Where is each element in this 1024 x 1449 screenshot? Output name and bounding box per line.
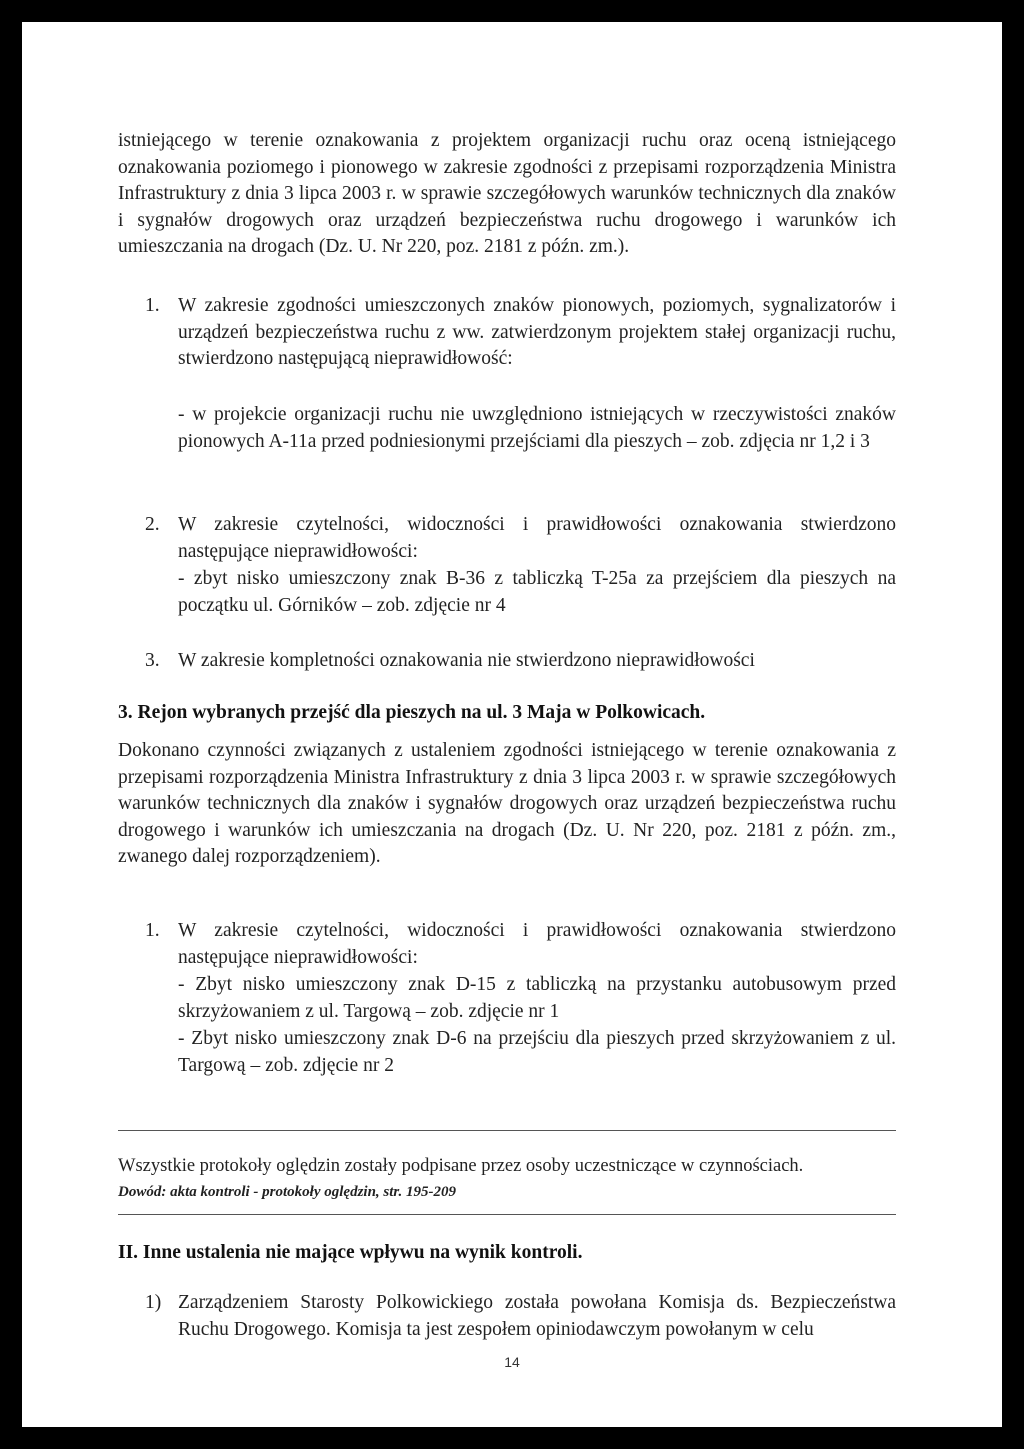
item-1-detail: - w projekcie organizacji ruchu nie uwzględniono istniejących w rzeczywistości znaków pionowych A-11a przed podniesionymi przejściami dla pieszych – zob. zdjęcia nr 1,2 i 3 [178, 404, 896, 452]
section-3-item-1-detail-a: - Zbyt nisko umieszczony znak D-15 z tabliczką na przystanku autobusowym przed skrzyżowaniem z ul. Targową – zob. zdjęcie nr 1 [178, 974, 896, 1022]
section-3-paragraph: Dokonano czynności związanych z ustaleniem zgodności istniejącego w terenie oznakowania z przepisami rozporządzenia Ministra Infrastruktury z dnia 3 lipca 2003 r. w sprawie szczegółowych warunków technicznych dla znaków i sygnałów drogowych oraz urządzeń bezpieczeństwa ruchu drogowego i warunków ich umieszczania na drogach (Dz. U. Nr 220, poz. 2181 z późn. zm., zwanego dalej rozporządzeniem). [118, 740, 896, 867]
item-2-detail: - zbyt nisko umieszczony znak B-36 z tabliczką T-25a za przejściem dla pieszych na początku ul. Górników – zob. zdjęcie nr 4 [178, 568, 896, 616]
intro-paragraph: istniejącego w terenie oznakowania z projektem organizacji ruchu oraz oceną istniejącego oznakowania poziomego i pionowego w zakresie zgodności z przepisami rozporządzenia Ministra Infrastruktury z dnia 3 lipca 2003 r. w sprawie szczegółowych warunków technicznych dla znaków i sygnałów drogowych oraz urządzeń bezpieczeństwa ruchu drogowego i warunków ich umieszczania na drogach (Dz. U. Nr 220, poz. 2181 z późn. zm.). [118, 130, 896, 257]
section-3-item-1-number: 1. [145, 920, 160, 941]
item-3-text: W zakresie kompletności oznakowania nie stwierdzono nieprawidłowości [178, 650, 755, 671]
section-3-item-1-detail-b: - Zbyt nisko umieszczony znak D-6 na przejściu dla pieszych przed skrzyżowaniem z ul. Targową – zob. zdjęcie nr 2 [178, 1028, 896, 1076]
item-2-number: 2. [145, 514, 160, 535]
protocols-note: Wszystkie protokoły oględzin zostały podpisane przez osoby uczestniczące w czynnościach. [118, 1156, 804, 1176]
divider-bottom [118, 1214, 896, 1215]
section-ii-item-1-text: Zarządzeniem Starosty Polkowickiego została powołana Komisja ds. Bezpieczeństwa Ruchu Drogowego. Komisja ta jest zespołem opiniodawczym powołanym w celu [178, 1292, 896, 1340]
divider-top [118, 1130, 896, 1131]
page-number: 14 [504, 1354, 520, 1370]
item-1-text: W zakresie zgodności umieszczonych znaków pionowych, poziomych, sygnalizatorów i urządzeń bezpieczeństwa ruchu z ww. zatwierdzonym projektem stałej organizacji ruchu, stwierdzono następującą nieprawidłowość: [178, 295, 896, 369]
evidence-reference: Dowód: akta kontroli - protokoły oględzin, str. 195-209 [118, 1184, 456, 1200]
section-3-item-1-text: W zakresie czytelności, widoczności i prawidłowości oznakowania stwierdzono następujące nieprawidłowości: [178, 920, 896, 968]
section-3-heading: 3. Rejon wybranych przejść dla pieszych na ul. 3 Maja w Polkowicach. [118, 702, 706, 723]
section-ii-item-1-number: 1) [145, 1292, 162, 1313]
item-1-number: 1. [145, 295, 160, 316]
item-2-text: W zakresie czytelności, widoczności i prawidłowości oznakowania stwierdzono następujące nieprawidłowości: [178, 514, 896, 562]
item-3-number: 3. [145, 650, 160, 671]
section-ii-heading: II. Inne ustalenia nie mające wpływu na wynik kontroli. [118, 1242, 583, 1263]
